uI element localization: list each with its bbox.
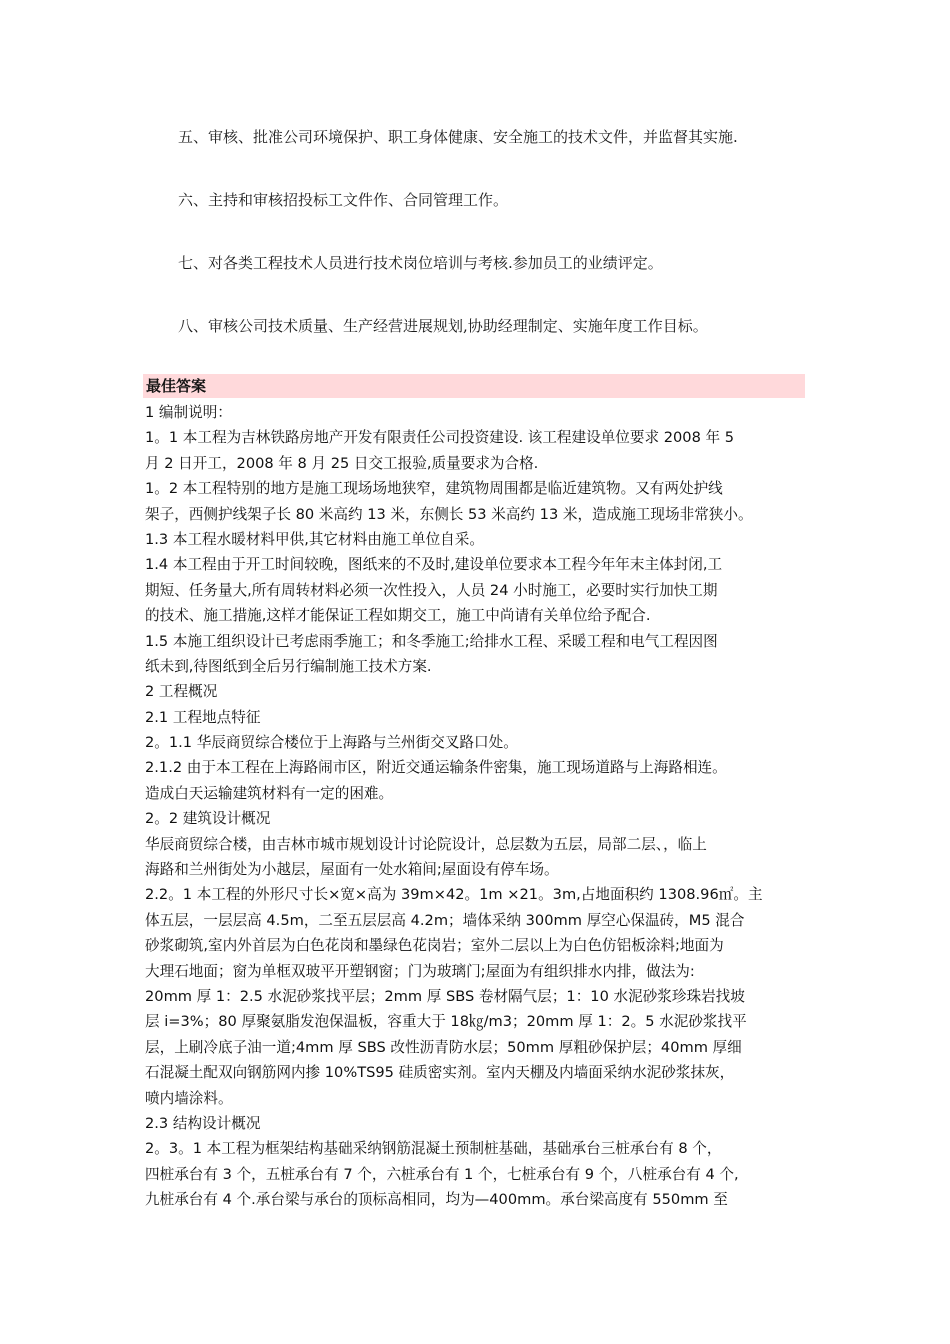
text-line: 架子，西侧护线架子长 80 米高约 13 米，东侧长 53 米高约 13 米，造成施工现场非常狭小。 — [145, 505, 753, 523]
text-line: 2.2。1 本工程的外形尺寸长×宽×高为 39m×42。1m ×21。3m,占地面积约 1308.96㎡。主 — [145, 886, 763, 904]
duty-item-7: 七、对各类工程技术人员进行技术岗位培训与考核.参加员工的业绩评定。 — [178, 254, 663, 272]
best-answer-heading: 最佳答案 — [143, 374, 805, 398]
text-line: 2.1.2 由于本工程在上海路闹市区，附近交通运输条件密集，施工现场道路与上海路相连。 — [145, 759, 727, 777]
text-line: 1。2 本工程特别的地方是施工现场场地狭窄，建筑物周围都是临近建筑物。又有两处护线 — [145, 480, 723, 498]
text-line: 喷内墙涂料。 — [145, 1089, 233, 1107]
text-line: 期短、任务量大,所有周转材料必须一次性投入，人员 24 小时施工，必要时实行加快工期 — [145, 581, 718, 599]
text-line: 的技术、施工措施,这样才能保证工程如期交工，施工中尚请有关单位给予配合. — [145, 607, 651, 625]
text-line: 月 2 日开工，2008 年 8 月 25 日交工报验,质量要求为合格. — [145, 454, 539, 472]
text-line: 1 编制说明： — [145, 404, 232, 421]
text-line: 层，上刷冷底子油一道;4mm 厚 SBS 改性沥青防水层；50mm 厚粗砂保护层；40mm 厚细 — [145, 1038, 742, 1056]
duty-list — [178, 123, 818, 375]
text-line: 层 i=3%；80 厚聚氨脂发泡保温板，容重大于 18㎏/m3；20mm 厚 1：2。5 水泥砂浆找平 — [145, 1013, 747, 1031]
text-line: 四桩承台有 3 个，五桩承台有 7 个，六桩承台有 1 个，七桩承台有 9 个，八桩承台有 4 个, — [145, 1165, 739, 1183]
text-line: 纸未到,待图纸到全后另行编制施工技术方案. — [145, 657, 432, 675]
duty-item-8: 八、审核公司技术质量、生产经营进展规划,协助经理制定、实施年度工作目标。 — [178, 317, 708, 335]
text-line: 砂浆砌筑,室内外首层为白色花岗和墨绿色花岗岩；室外二层以上为白色仿铝板涂料;地面为 — [145, 937, 724, 955]
answer-body — [145, 400, 807, 1213]
text-line: 1.4 本工程由于开工时间较晚，图纸来的不及时,建设单位要求本工程今年年末主体封闭,工 — [145, 556, 723, 574]
text-line: 九桩承台有 4 个.承台梁与承台的顶标高相同，均为—400mm。承台梁高度有 550mm 至 — [145, 1191, 728, 1209]
duty-item-5: 五、审核、批准公司环境保护、职工身体健康、安全施工的技术文件，并监督其实施. — [178, 128, 738, 146]
text-line: 2。1.1 华辰商贸综合楼位于上海路与兰州街交叉路口处。 — [145, 734, 518, 752]
text-line: 20mm 厚 1：2.5 水泥砂浆找平层；2mm 厚 SBS 卷材隔气层；1：10 水泥砂浆珍珠岩找坡 — [145, 987, 745, 1005]
text-line: 2.1 工程地点特征 — [145, 708, 261, 726]
text-line: 1.5 本施工组织设计已考虑雨季施工；和冬季施工;给排水工程、采暖工程和电气工程因图 — [145, 632, 718, 650]
text-line: 1.3 本工程水暖材料甲供,其它材料由施工单位自采。 — [145, 530, 484, 548]
text-line: 1。1 本工程为吉林铁路房地产开发有限责任公司投资建设. 该工程建设单位要求 2008 年 5 — [145, 429, 735, 447]
text-line: 2 工程概况 — [145, 683, 218, 701]
text-line: 体五层，一层层高 4.5m，二至五层层高 4.2m；墙体采纳 300mm 厚空心保温砖，M5 混合 — [145, 911, 745, 929]
text-line: 海路和兰州街处为小越层，屋面有一处水箱间;屋面设有停车场。 — [145, 861, 559, 879]
text-line: 2。2 建筑设计概况 — [145, 810, 271, 828]
text-line: 石混凝土配双向钢筋网内掺 10%TS95 硅质密实剂。室内天棚及内墙面采纳水泥砂浆抹灰， — [145, 1064, 735, 1082]
text-line: 造成白天运输建筑材料有一定的困难。 — [145, 784, 394, 802]
text-line: 华辰商贸综合楼，由吉林市城市规划设计讨论院设计，总层数为五层，局部二层、，临上 — [145, 835, 707, 853]
text-line: 2.3 结构设计概况 — [145, 1114, 261, 1132]
duty-item-6: 六、主持和审核招投标工文件作、合同管理工作。 — [178, 191, 509, 209]
text-line: 2。3。1 本工程为框架结构基础采纳钢筋混凝土预制桩基础，基础承台三桩承台有 8 个， — [145, 1140, 722, 1158]
text-line: 大理石地面；窗为单框双玻平开塑钢窗；门为玻璃门;屋面为有组织排水内排，做法为: — [145, 962, 695, 980]
